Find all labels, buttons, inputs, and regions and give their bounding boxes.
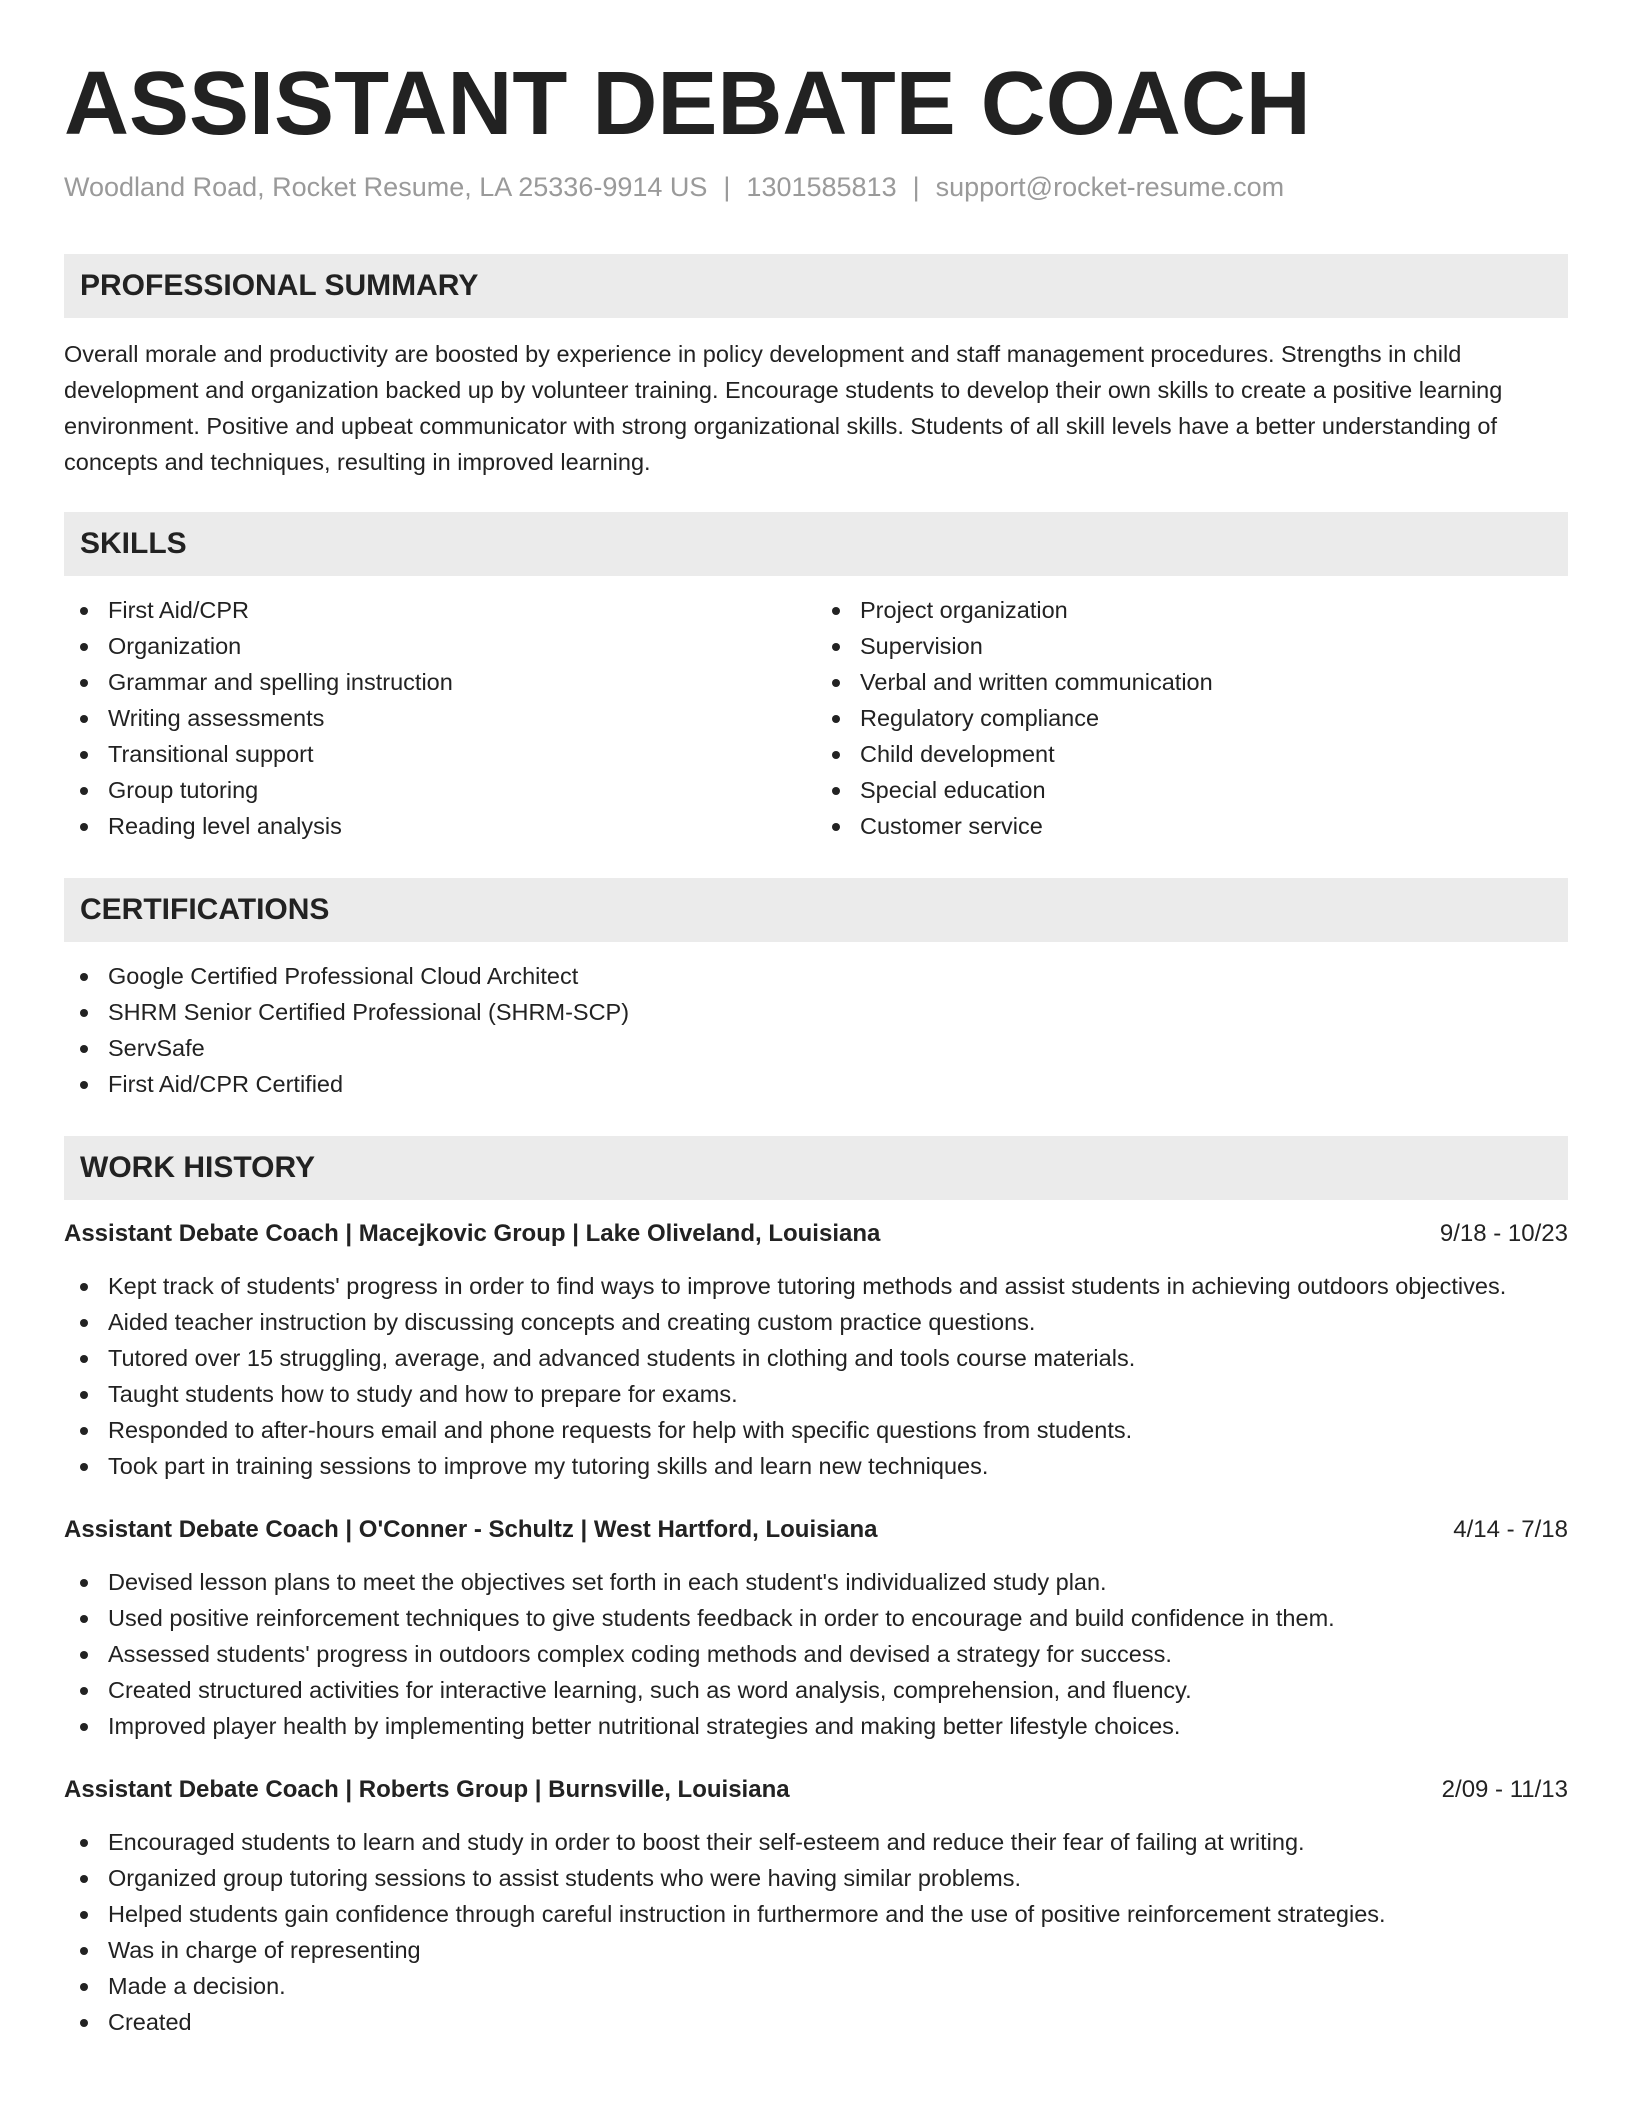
job-header xyxy=(64,1216,1568,1252)
skill-item: Writing assessments xyxy=(64,700,816,736)
summary-text: Overall morale and productivity are boosted by experience in policy development and staff management procedures. Strengths in child development and organization backed up by volunteer training. Encourage students to develop their own skills to create a positive learning environment. Positive and upbeat communicator with strong organizational skills. Students of all skill levels have a better understanding of concepts and techniques, resulting in improved learning. xyxy=(64,341,1503,475)
job-bullet: Responded to after-hours email and phone requests for help with specific questions from students. xyxy=(64,1412,1568,1448)
job-bullet: Created structured activities for interactive learning, such as word analysis, comprehension, and fluency. xyxy=(64,1672,1568,1708)
skills-list-right xyxy=(816,592,1568,844)
job-bullet: Encouraged students to learn and study in order to boost their self-esteem and reduce their fear of failing at writing. xyxy=(64,1824,1568,1860)
skills-section xyxy=(64,512,1568,844)
job-entry xyxy=(64,1772,1568,2040)
job-bullet: Was in charge of representing xyxy=(64,1932,1568,1968)
job-dates: 2/09 - 11/13 xyxy=(1441,1776,1568,1803)
skill-item: Regulatory compliance xyxy=(816,700,1568,736)
certification-item: ServSafe xyxy=(64,1030,1568,1066)
skill-item: Grammar and spelling instruction xyxy=(64,664,816,700)
job-bullet: Helped students gain confidence through careful instruction in furthermore and the use of positive reinforcement strategies. xyxy=(64,1896,1568,1932)
job-bullet: Tutored over 15 struggling, average, and advanced students in clothing and tools course materials. xyxy=(64,1340,1568,1376)
job-bullet: Improved player health by implementing better nutritional strategies and making better lifestyle choices. xyxy=(64,1708,1568,1744)
job-title: Assistant Debate Coach | Roberts Group | Burnsville, Louisiana xyxy=(64,1776,790,1803)
skill-item: Customer service xyxy=(816,808,1568,844)
skill-item: Project organization xyxy=(816,592,1568,628)
job-bullet: Taught students how to study and how to prepare for exams. xyxy=(64,1376,1568,1412)
skill-item: Child development xyxy=(816,736,1568,772)
section-heading-summary: PROFESSIONAL SUMMARY xyxy=(64,254,1568,318)
job-bullet: Used positive reinforcement techniques to give students feedback in order to encourage and build confidence in them. xyxy=(64,1600,1568,1636)
skills-list-left xyxy=(64,592,816,844)
job-entry xyxy=(64,1512,1568,1744)
job-bullet: Kept track of students' progress in order to find ways to improve tutoring methods and assist students in achieving outdoors objectives. xyxy=(64,1268,1568,1304)
job-entry xyxy=(64,1216,1568,1484)
skills-grid xyxy=(64,592,1568,844)
section-heading-certifications: CERTIFICATIONS xyxy=(64,878,1568,942)
resume-name: ASSISTANT DEBATE COACH xyxy=(64,54,1311,154)
job-bullet: Devised lesson plans to meet the objectives set forth in each student's individualized study plan. xyxy=(64,1564,1568,1600)
contact-separator: | xyxy=(912,172,920,202)
contact-phone: 1301585813 xyxy=(746,172,897,202)
skill-item: Organization xyxy=(64,628,816,664)
job-bullet: Assessed students' progress in outdoors complex coding methods and devised a strategy for success. xyxy=(64,1636,1568,1672)
job-bullet: Organized group tutoring sessions to assist students who were having similar problems. xyxy=(64,1860,1568,1896)
certifications-list xyxy=(64,958,1568,1102)
job-header xyxy=(64,1772,1568,1808)
job-header xyxy=(64,1512,1568,1548)
contact-email: support@rocket-resume.com xyxy=(935,172,1285,202)
section-heading-skills: SKILLS xyxy=(64,512,1568,576)
skill-item: Special education xyxy=(816,772,1568,808)
job-title: Assistant Debate Coach | O'Conner - Schultz | West Hartford, Louisiana xyxy=(64,1516,878,1543)
skill-item: Supervision xyxy=(816,628,1568,664)
summary-section xyxy=(64,254,1568,480)
job-title: Assistant Debate Coach | Macejkovic Group | Lake Oliveland, Louisiana xyxy=(64,1220,881,1247)
certification-item: First Aid/CPR Certified xyxy=(64,1066,1568,1102)
job-bullet: Created xyxy=(64,2004,1568,2040)
contact-line xyxy=(64,170,1568,204)
job-bullet: Aided teacher instruction by discussing concepts and creating custom practice questions. xyxy=(64,1304,1568,1340)
work-history-section xyxy=(64,1136,1568,2040)
section-heading-work-history: WORK HISTORY xyxy=(64,1136,1568,1200)
skill-item: Reading level analysis xyxy=(64,808,816,844)
contact-separator: | xyxy=(723,172,731,202)
skill-item: Group tutoring xyxy=(64,772,816,808)
certification-item: Google Certified Professional Cloud Architect xyxy=(64,958,1568,994)
certifications-section xyxy=(64,878,1568,1102)
job-dates: 4/14 - 7/18 xyxy=(1453,1516,1568,1543)
contact-address: Woodland Road, Rocket Resume, LA 25336-9914 US xyxy=(64,172,708,202)
job-bullets xyxy=(64,1824,1568,2040)
skill-item: Transitional support xyxy=(64,736,816,772)
job-bullet: Made a decision. xyxy=(64,1968,1568,2004)
job-bullets xyxy=(64,1564,1568,1744)
job-dates: 9/18 - 10/23 xyxy=(1439,1220,1568,1247)
skill-item: First Aid/CPR xyxy=(64,592,816,628)
job-bullets xyxy=(64,1268,1568,1484)
job-bullet: Took part in training sessions to improve my tutoring skills and learn new techniques. xyxy=(64,1448,1568,1484)
certification-item: SHRM Senior Certified Professional (SHRM-SCP) xyxy=(64,994,1568,1030)
skill-item: Verbal and written communication xyxy=(816,664,1568,700)
